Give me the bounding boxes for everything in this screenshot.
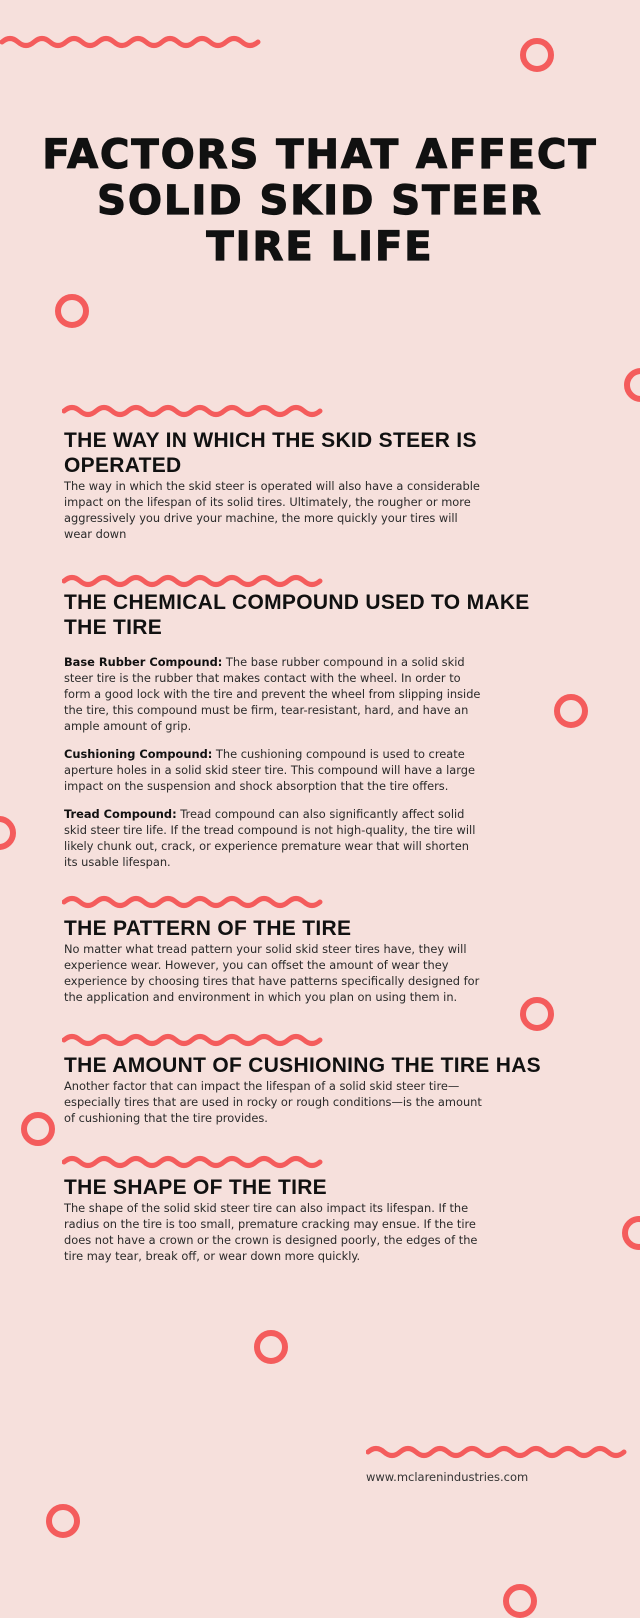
squiggle-s2 (62, 573, 332, 589)
squiggle-s4 (62, 1032, 332, 1048)
ring-circle (0, 816, 16, 850)
term-label: Base Rubber Compound: (64, 655, 223, 669)
section-shape (64, 1175, 564, 1264)
section-paragraph: The way in which the skid steer is operated will also have a considerable impact on the lifespan of its solid tires. Ultimately, the rougher or more aggressively you drive your machine, the more quickly your tires will wear down (64, 479, 480, 541)
section-operation (64, 428, 564, 542)
ring-circle (624, 368, 640, 402)
squiggle-s3 (62, 894, 332, 910)
ring-circle (46, 1504, 80, 1538)
ring-circle (622, 1216, 640, 1250)
section-paragraph: The shape of the solid skid steer tire can also impact its lifespan. If the radius on the tire is too small, premature cracking may ensue. If the tire does not have a crown or the crown is designed poorly, the edges of the tire may tear, break off, or wear down more quickly. (64, 1201, 478, 1263)
page-title: FACTORS THAT AFFECT SOLID SKID STEER TIRE LIFE (42, 132, 598, 270)
squiggle-s1 (62, 403, 332, 419)
section-paragraph: Tread Compound: Tread compound can also significantly affect solid skid steer tire life. If the tread compound is not high-quality, the tire will likely chunk out, crack, or experience premature wear that will shorten its usable lifespan. (64, 807, 476, 869)
ring-circle (520, 38, 554, 72)
ring-circle (55, 294, 89, 328)
footer-url[interactable]: www.mclarenindustries.com (366, 1470, 529, 1484)
section-heading: THE SHAPE OF THE TIRE (64, 1176, 327, 1199)
section-heading: THE PATTERN OF THE TIRE (64, 917, 352, 940)
section-paragraph: Cushioning Compound: The cushioning compound is used to create aperture holes in a solid skid steer tire. This compound will have a large impact on the suspension and shock absorption that the tire offers. (64, 747, 476, 793)
ring-circle (503, 1584, 537, 1618)
ring-circle (254, 1330, 288, 1364)
squiggle-path (2, 39, 258, 46)
section-paragraph: Base Rubber Compound: The base rubber compound in a solid skid steer tire is the rubber that makes contact with the wheel. In order to form a good lock with the tire and prevent the wheel from slipping inside the tire, this compound must be firm, tear-resistant, hard, and have an ample amount of grip. (64, 655, 481, 733)
section-paragraph: Another factor that can impact the lifespan of a solid skid steer tire—especially tires that are used in rocky or rough conditions—is the amount of cushioning that the tire provides. (64, 1079, 482, 1125)
squiggle-s5 (62, 1154, 332, 1170)
squiggle-footer (366, 1444, 636, 1460)
section-pattern (64, 916, 564, 1005)
section-heading: THE WAY IN WHICH THE SKID STEER IS OPERATED (64, 429, 477, 477)
section-paragraph: No matter what tread pattern your solid skid steer tires have, they will experience wear. However, you can offset the amount of wear they experience by choosing tires that have patterns specifically designed for the application and environment in which you plan on using them in. (64, 942, 480, 1004)
squiggle-top (0, 34, 270, 50)
section-heading: THE AMOUNT OF CUSHIONING THE TIRE HAS (64, 1054, 541, 1077)
ring-circle (21, 1112, 55, 1146)
term-label: Cushioning Compound: (64, 747, 213, 761)
section-heading: THE CHEMICAL COMPOUND USED TO MAKE THE TIRE (64, 591, 530, 639)
section-compound (64, 590, 564, 870)
term-label: Tread Compound: (64, 807, 177, 821)
section-cushioning (64, 1053, 564, 1126)
